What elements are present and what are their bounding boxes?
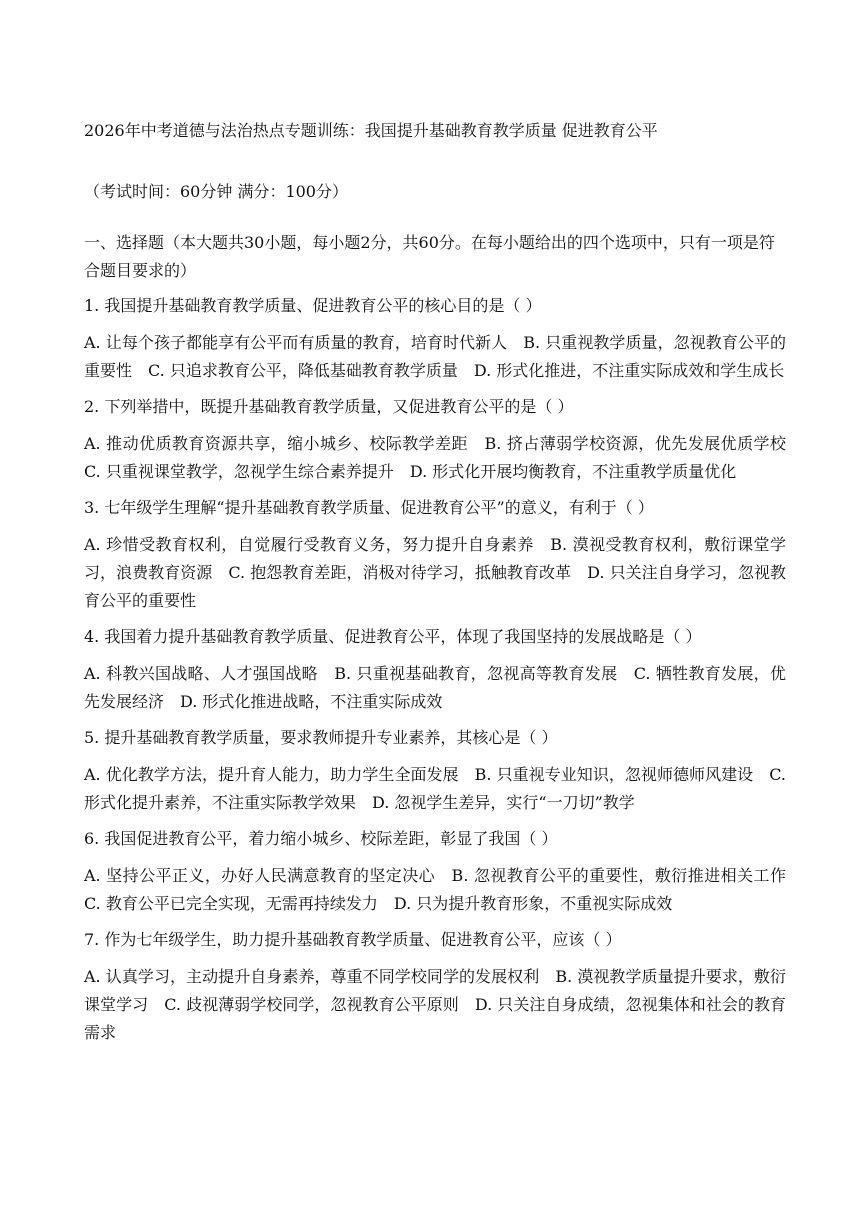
question-item [84, 393, 803, 486]
question-item [84, 724, 786, 817]
question-item [84, 926, 786, 1047]
question-stem: 3. 七年级学生理解“提升基础教育教学质量、促进教育公平”的意义，有利于（ ） [84, 498, 654, 517]
question-options: A. 推动优质教育资源共享，缩小城乡、校际教学差距 B. 挤占薄弱学校资源，优先发展优质学校 C. 只重视课堂教学，忽视学生综合素养提升 D. 形式化开展均衡教育，不注重教学质量优化 [84, 434, 803, 481]
question-stem: 4. 我国着力提升基础教育教学质量、促进教育公平，体现了我国坚持的发展战略是（ ） [84, 627, 702, 646]
question-options: A. 珍惜受教育权利，自觉履行受教育义务，努力提升自身素养 B. 漠视受教育权利，敷衍课堂学习，浪费教育资源 C. 抱怨教育差距，消极对待学习，抵触教育改革 D. 只关注自身学习，忽视教育公平的重要性 [84, 535, 786, 610]
question-options: A. 坚持公平正义，办好人民满意教育的坚定决心 B. 忽视教育公平的重要性，敷衍推进相关工作 C. 教育公平已完全实现，无需再持续发力 D. 只为提升教育形象，不重视实际成效 [84, 866, 803, 913]
question-stem: 5. 提升基础教育教学质量，要求教师提升专业素养，其核心是（ ） [84, 728, 558, 747]
question-item [84, 494, 786, 615]
question-item [84, 623, 786, 716]
question-stem: 1. 我国提升基础教育教学质量、促进教育公平的核心目的是（ ） [84, 296, 542, 315]
exam-info: （考试时间：60分钟 满分：100分） [84, 182, 348, 201]
question-options: A. 认真学习，主动提升自身素养，尊重不同学校同学的发展权利 B. 漠视教学质量提升要求，敷衍课堂学习 C. 歧视薄弱学校同学，忽视教育公平原则 D. 只关注自身成绩，忽视集体和社会的教育需求 [84, 967, 786, 1042]
section-heading: 一、选择题（本大题共30小题，每小题2分，共60分。在每小题给出的四个选项中，只有一项是符合题目要求的） [84, 233, 775, 280]
question-stem: 7. 作为七年级学生，助力提升基础教育教学质量、促进教育公平，应该（ ） [84, 930, 622, 949]
question-stem: 6. 我国促进教育公平，着力缩小城乡、校际差距，彰显了我国（ ） [84, 829, 558, 848]
question-stem: 2. 下列举措中，既提升基础教育教学质量，又促进教育公平的是（ ） [84, 397, 574, 416]
question-item [84, 825, 803, 918]
question-options: A. 让每个孩子都能享有公平而有质量的教育，培育时代新人 B. 只重视教学质量，忽视教育公平的重要性 C. 只追求教育公平，降低基础教育教学质量 D. 形式化推进，不注重实际成效和学生成长 [84, 333, 786, 380]
question-item [84, 292, 786, 385]
question-options: A. 优化教学方法，提升育人能力，助力学生全面发展 B. 只重视专业知识，忽视师德师风建设 C. 形式化提升素养，不注重实际教学效果 D. 忽视学生差异，实行“一刀切”教学 [84, 765, 786, 812]
document-title: 2026年中考道德与法治热点专题训练：我国提升基础教育教学质量 促进教育公平 [84, 121, 658, 140]
question-options: A. 科教兴国战略、人才强国战略 B. 只重视基础教育，忽视高等教育发展 C. 牺牲教育发展，优先发展经济 D. 形式化推进战略，不注重实际成效 [84, 664, 786, 711]
question-list [84, 292, 803, 1055]
